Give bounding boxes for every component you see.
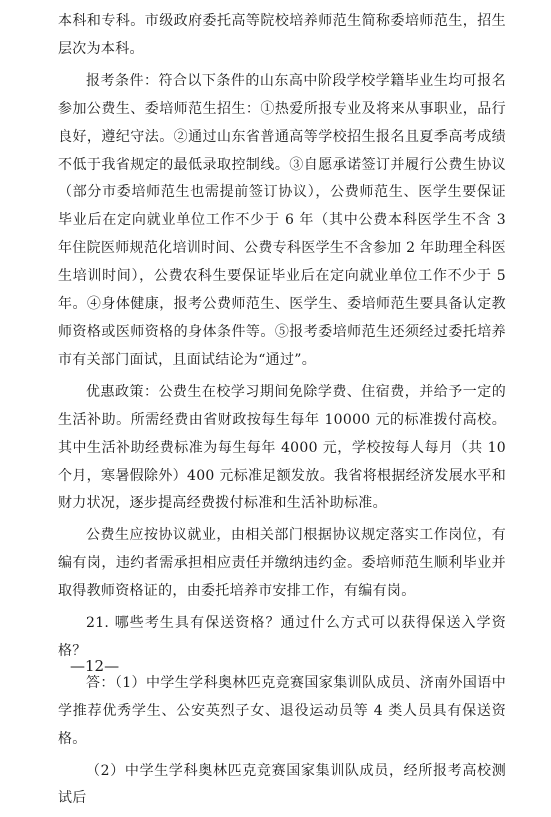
question-21: 21. 哪些考生具有保送资格？通过什么方式可以获得保送入学资格？	[58, 615, 506, 659]
paragraph-application-conditions: 报考条件：符合以下条件的山东高中阶段学校学籍毕业生均可报名参加公费生、委培师范生招生：①热爱所报专业及将来从事职业，品行良好，遵纪守法。②通过山东省普通高等学校招生报名且夏季高考成绩不低于我省规定的最低录取控制线。③自愿承诺签订并履行公费生协议（部分市委培师范生也需提前签订协议），公费师范生、医学生要保证毕业后在定向就业单位工作不少于 6 年（其中公费本科医学生不含 3 年住院医师规范化培训时间、公费专科医学生不含参加 2 年助理全科医生培训时间），公费农科生要保证毕业后在定向就业单位工作不少于 5 年。④身体健康，报考公费师范生、医学生、委培师范生要具备认定教师资格或医师资格的身体条件等。⑤报考委培师范生还须经过委托培养市有关部门面试，且面试结论为“通过”。	[58, 72, 506, 368]
answer-21-part-2: （2）中学生学科奥林匹克竞赛国家集训队成员，经所报考高校测试后	[58, 762, 506, 807]
page-number: —12—	[70, 657, 120, 675]
answer-21-part-1: 答：（1）中学生学科奥林匹克竞赛国家集训队成员、济南外国语中学推荐优秀学生、公安英烈子女、退役运动员等 4 类人员具有保送资格。	[58, 674, 506, 747]
paragraph-continuation: 本科和专科。市级政府委托高等院校培养师范生简称委培师范生，招生层次为本科。	[58, 13, 506, 57]
paragraph-preferential-policy: 优惠政策：公费生在校学习期间免除学费、住宿费，并给予一定的生活补助。所需经费由省财政按每生每年 10000 元的标准拨付高校。其中生活补助经费标准为每生每年 4000 元，学校按每人每月（共 10 个月，寒暑假除外）400 元标准足额发放。我省将根据经济发展水平和财力状况，逐步提高经费拨付标准和生活补助标准。	[58, 383, 506, 512]
document-body	[58, 8, 506, 817]
paragraph-employment-agreement: 公费生应按协议就业，由相关部门根据协议规定落实工作岗位，有编有岗，违约者需承担相应责任并缴纳违约金。委培师范生顺利毕业并取得教师资格证的，由委托培养市安排工作，有编有岗。	[58, 527, 506, 600]
